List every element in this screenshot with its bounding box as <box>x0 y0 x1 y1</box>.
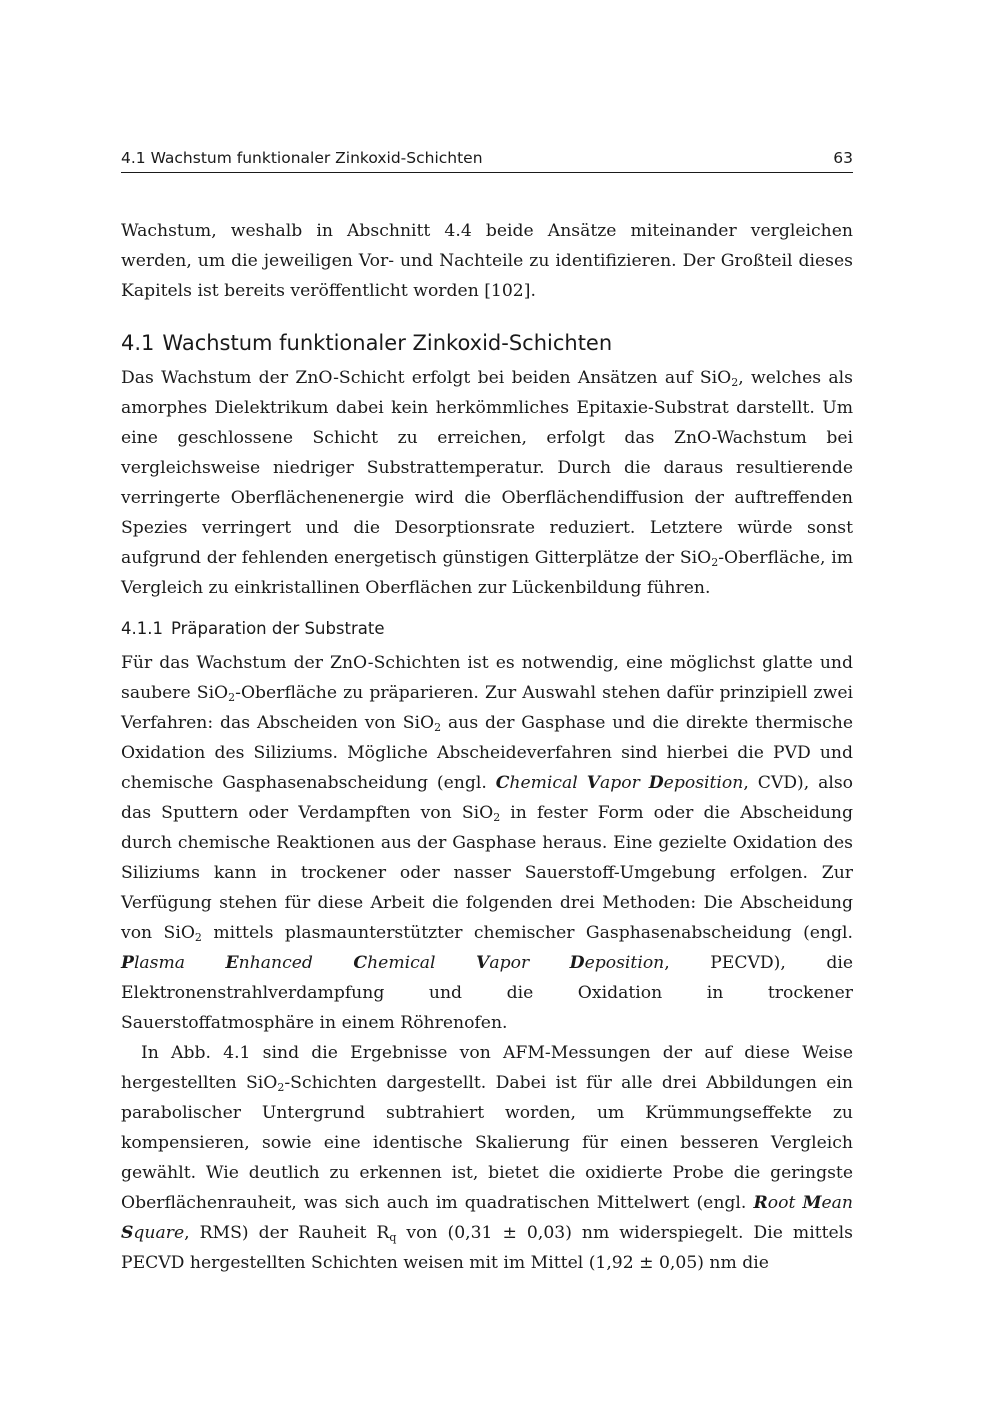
section-title: Wachstum funktionaler Zinkoxid-Schichten <box>162 331 613 355</box>
paragraph-intro-text: Wachstum, weshalb in Abschnitt 4.4 beide Ansätze miteinander vergleichen werden, um die jeweiligen Vor- und Nachteile zu identifizieren. Der Großteil dieses Kapitels ist bereits veröffentlicht worden [102]. <box>121 221 853 301</box>
text-run: , welches als amorphes Dielektrikum dabei kein herkömmliches Epitaxie-Substrat darstellt. Um eine geschlossene Schicht zu erreichen, erfolgt das ZnO-Wachstum bei vergleichsweise niedriger Substrattemperatur. Durch die daraus resultierende verringerte Oberflächenenergie wird die Oberflächendiffusion der auftreffenden Spezies verringert und die Desorptionsrate reduziert. Letztere würde sonst aufgrund der fehlenden energetisch günstigen Gitterplätze der SiO <box>121 368 853 568</box>
acronym-letter: V <box>476 953 490 973</box>
acronym-letter: P <box>121 953 134 973</box>
term-part: nhanced <box>238 953 354 973</box>
term-part: quare <box>133 1223 185 1243</box>
term-part: ean <box>821 1193 853 1213</box>
page-body <box>121 216 853 1278</box>
subscript: 2 <box>228 691 236 704</box>
text-run: Für das Wachstum der ZnO-Schichten ist es notwendig, eine möglichst glatte und saubere SiO <box>121 653 853 703</box>
paragraph-intro <box>121 216 853 306</box>
running-title: 4.1 Wachstum funktionaler Zinkoxid-Schichten <box>121 149 483 167</box>
text-run: , RMS) der Rauheit R <box>184 1223 390 1243</box>
text-run: aus der Gasphase und die direkte thermische Oxidation des Siliziums. Mögliche Abscheideverfahren sind hierbei die PVD und chemische Gasphasenabscheidung (engl. <box>121 713 853 793</box>
acronym-letter: S <box>121 1223 134 1243</box>
acronym-letter: M <box>802 1193 822 1213</box>
term-part: apor <box>600 773 649 793</box>
term-part: eposition <box>663 773 744 793</box>
subscript: 2 <box>434 721 442 734</box>
term-part: eposition <box>584 953 665 973</box>
term-part: lasma <box>133 953 226 973</box>
text-run: , PECVD), die Elektronenstrahlverdampfung und die Oxidation in trockener Sauerstoffatmosphäre in einem Röhrenofen. <box>121 953 853 1033</box>
subsection-number: 4.1.1 <box>121 619 163 638</box>
subscript: 2 <box>194 931 202 944</box>
subscript: 2 <box>731 376 739 389</box>
running-header <box>121 146 853 173</box>
paragraph-section <box>121 363 853 603</box>
text-run: , CVD), also das Sputtern oder Verdampften von SiO <box>121 773 854 823</box>
text-run: In Abb. 4.1 sind die Ergebnisse von AFM-Messungen der auf diese Weise hergestellten SiO <box>121 1043 853 1093</box>
section-heading <box>121 329 853 357</box>
text-run: -Oberfläche zu präparieren. Zur Auswahl stehen dafür prinzipiell zwei Verfahren: das Abscheiden von SiO <box>121 683 853 733</box>
acronym-letter: D <box>569 953 585 973</box>
term-part: hemical <box>509 773 587 793</box>
term-part: oot <box>767 1193 803 1213</box>
acronym-letter: E <box>225 953 239 973</box>
term-pecvd <box>121 953 664 973</box>
subsection-title: Präparation der Substrate <box>170 619 385 638</box>
acronym-letter: D <box>648 773 664 793</box>
text-run: mittels plasmaunterstützter chemischer Gasphasenabscheidung (engl. <box>201 923 853 943</box>
text-run: in fester Form oder die Abscheidung durch chemische Reaktionen aus der Gasphase heraus. Eine gezielte Oxidation des Siliziums kann in trockener oder nasser Sauerstoff-Umgebung erfolgen. Zur Verfügung stehen für diese Arbeit die folgenden drei Methoden: Die Abscheidung von SiO <box>121 803 853 943</box>
section-number: 4.1 <box>121 331 155 355</box>
acronym-letter: R <box>753 1193 768 1213</box>
text-run: Das Wachstum der ZnO-Schicht erfolgt bei beiden Ansätzen auf SiO <box>121 368 732 388</box>
paragraph-afm <box>121 1038 853 1278</box>
subscript: q <box>389 1231 397 1244</box>
acronym-letter: V <box>586 773 601 793</box>
subscript: 2 <box>277 1081 285 1094</box>
text-run: von (0,31 ± 0,03) nm widerspiegelt. Die mittels PECVD hergestellten Schichten weisen mit im Mittel (1,92 ± 0,05) nm die <box>121 1223 853 1273</box>
acronym-letter: C <box>353 953 368 973</box>
subscript: 2 <box>493 811 501 824</box>
text-run: -Oberfläche, im Vergleich zu einkristallinen Oberflächen zur Lückenbildung führen. <box>121 548 853 598</box>
text-run: -Schichten dargestellt. Dabei ist für alle drei Abbildungen ein parabolischer Untergrund subtrahiert worden, um Krümmungseffekte zu kompensieren, sowie eine identische Skalierung für einen besseren Vergleich gewählt. Wie deutlich zu erkennen ist, bietet die oxidierte Probe die geringste Oberflächenrauheit, was sich auch im quadratischen Mittelwert (engl. <box>121 1073 853 1213</box>
page-number: 63 <box>833 149 853 167</box>
paragraph-substrates <box>121 648 853 1038</box>
subscript: 2 <box>711 556 719 569</box>
acronym-letter: C <box>495 773 510 793</box>
subsection-heading <box>121 617 853 641</box>
term-cvd <box>496 773 744 793</box>
term-part: hemical <box>367 953 477 973</box>
term-part: apor <box>489 953 570 973</box>
